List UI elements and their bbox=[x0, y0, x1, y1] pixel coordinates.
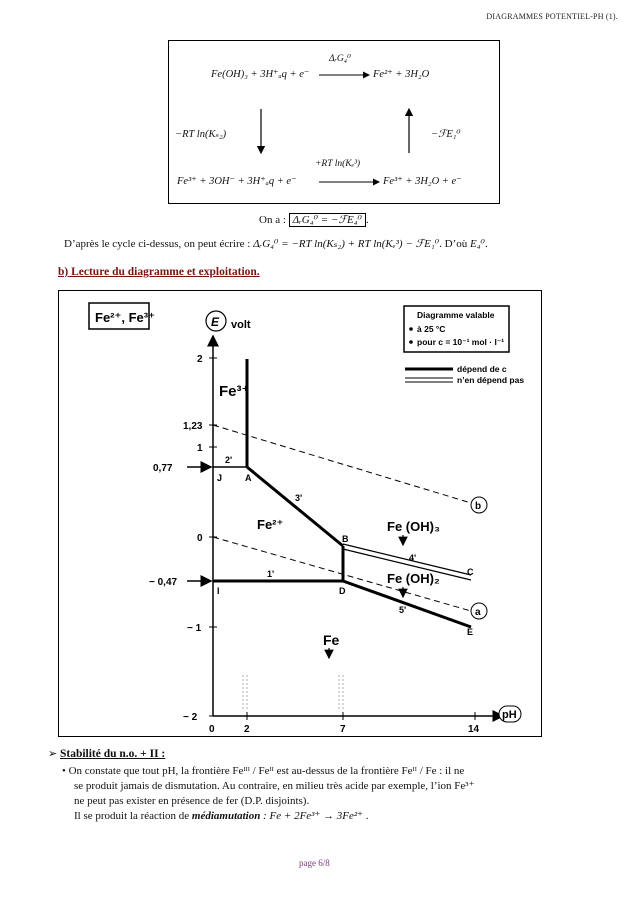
point-label: C bbox=[467, 567, 474, 577]
circle-a-label: a bbox=[475, 607, 481, 618]
cycle-top-arrow-label: ΔᵣG₄⁰ bbox=[329, 54, 351, 64]
cycle-sentence-end: . D’où bbox=[439, 238, 468, 250]
y-tick-label: 2 bbox=[197, 354, 203, 365]
axis-symbol: E bbox=[211, 315, 220, 329]
legend-title: Diagramme valable bbox=[417, 310, 495, 320]
page-number: page 6/8 bbox=[299, 858, 330, 868]
mediamutation-equation: : Fe + 2Fe³⁺ → 3Fe²⁺ bbox=[263, 810, 363, 822]
boundary-3prime bbox=[247, 467, 343, 546]
x-axis-label: pH bbox=[502, 709, 517, 721]
line-label: 2' bbox=[225, 455, 233, 465]
boundary-5prime bbox=[343, 581, 471, 627]
running-header: DIAGRAMMES POTENTIEL-PH (1). bbox=[486, 12, 618, 21]
cycle-top-right: Fe²⁺ + 3H₂O bbox=[373, 69, 430, 80]
cycle-top-left: Fe(OH)₃ + 3H⁺ₐq + e⁻ bbox=[211, 69, 310, 80]
legend-not-depends: n’en dépend pas bbox=[457, 375, 525, 385]
potential-ph-diagram bbox=[58, 290, 542, 737]
relation-suffix: . bbox=[365, 214, 369, 226]
relation-boxed: ΔᵣG₄⁰ = −ℱE₄⁰ bbox=[289, 213, 366, 227]
cycle-bottom-arrow-label: +RT ln(Kₑ³) bbox=[315, 159, 361, 169]
x-tick-label: 0 bbox=[209, 724, 215, 735]
stability-line-4: Il se produit la réaction de médiamutation : Fe + 2Fe³⁺ → 3Fe²⁺ . bbox=[74, 810, 369, 822]
cycle-bottom-right: Fe³⁺ + 3H₂O + e⁻ bbox=[383, 176, 462, 187]
point-label: E bbox=[467, 627, 474, 637]
stability-line-2: se produit jamais de dismutation. Au contraire, en milieu très acide par exemple, l’ion Fe³⁺ bbox=[74, 780, 475, 792]
x-tick-label: 2 bbox=[244, 724, 250, 735]
stability-line-3: ne peut pas exister en présence de fer (D.P. disjoints). bbox=[74, 795, 310, 807]
legend-line2: pour c = 10⁻¹ mol · l⁻¹ bbox=[417, 337, 505, 347]
point-label: J bbox=[217, 473, 223, 483]
y-tick-label: 0,77 bbox=[153, 463, 173, 474]
cycle-sentence-text: D’après le cycle ci-dessus, on peut écrire : bbox=[64, 238, 251, 250]
y-tick-label: 0 bbox=[197, 533, 203, 544]
species-fe3: Fe³⁺ bbox=[219, 383, 250, 400]
cycle-sentence-equation: ΔᵣG₄⁰ = −RT ln(Kₛ₂) + RT ln(Kₑ³) − ℱE₁⁰ bbox=[253, 238, 440, 250]
thermodynamic-cycle-box bbox=[168, 40, 500, 204]
species-title: Fe²⁺, Fe³⁺ bbox=[95, 310, 155, 325]
section-b-title: b) Lecture du diagramme et exploitation. bbox=[58, 266, 260, 278]
cycle-left-label: −RT ln(Kₛ₂) bbox=[175, 129, 227, 140]
diagram-svg bbox=[59, 291, 541, 736]
y-tick-label: − 2 bbox=[183, 712, 198, 723]
axis-unit: volt bbox=[231, 319, 251, 331]
point-label: D bbox=[339, 586, 346, 596]
x-tick-label: 14 bbox=[468, 724, 480, 735]
cycle-sentence-final: . bbox=[484, 238, 488, 250]
arrow-bullet-icon: ➢ bbox=[48, 748, 58, 760]
point-label: A bbox=[245, 473, 252, 483]
relation-prefix: On a : bbox=[259, 214, 286, 226]
species-fe: Fe bbox=[323, 632, 340, 648]
stability-line-1: • On constate que tout pH, la frontière Feᴵᴵᴵ / Feᴵᴵ est au-dessus de la frontière Feᴵᴵ / Fe : il ne bbox=[62, 765, 465, 777]
cycle-arrows bbox=[169, 41, 499, 203]
stability-paragraph bbox=[48, 764, 618, 824]
stability-section bbox=[48, 747, 618, 824]
stability-title: Stabilité du n.o. + II : bbox=[59, 748, 166, 760]
y-tick-label: − 0,47 bbox=[149, 577, 178, 588]
point-label: I bbox=[217, 586, 220, 596]
line-label: 3' bbox=[295, 493, 303, 503]
circle-b-label: b bbox=[475, 501, 482, 512]
cycle-sentence bbox=[64, 237, 488, 250]
relation-line bbox=[259, 213, 369, 226]
x-tick-label: 7 bbox=[340, 724, 346, 735]
y-tick-label: − 1 bbox=[187, 623, 202, 634]
y-tick-label: 1 bbox=[197, 443, 203, 454]
cycle-bottom-left: Fe³⁺ + 3OH⁻ + 3H⁺ₐq + e⁻ bbox=[177, 176, 297, 187]
y-tick-label: 1,23 bbox=[183, 421, 203, 432]
line-label: 1' bbox=[267, 569, 275, 579]
legend-line1: à 25 °C bbox=[417, 324, 446, 334]
cycle-right-label: −ℱE₁⁰ bbox=[431, 129, 461, 140]
cycle-sentence-var: E₄⁰ bbox=[469, 238, 485, 250]
mediamutation-term: médiamutation bbox=[191, 810, 261, 822]
species-feoh2: Fe (OH)₂ bbox=[387, 571, 440, 586]
point-label: B bbox=[342, 534, 349, 544]
species-fe2: Fe²⁺ bbox=[257, 517, 284, 532]
species-feoh3: Fe (OH)₃ bbox=[387, 519, 440, 534]
line-label: 4' bbox=[409, 553, 417, 563]
line-label: 5' bbox=[399, 605, 407, 615]
stability-title-row bbox=[48, 747, 618, 762]
bullet-icon: • bbox=[62, 765, 66, 777]
legend-depends: dépend de c bbox=[457, 364, 507, 374]
water-line-b bbox=[213, 425, 471, 503]
